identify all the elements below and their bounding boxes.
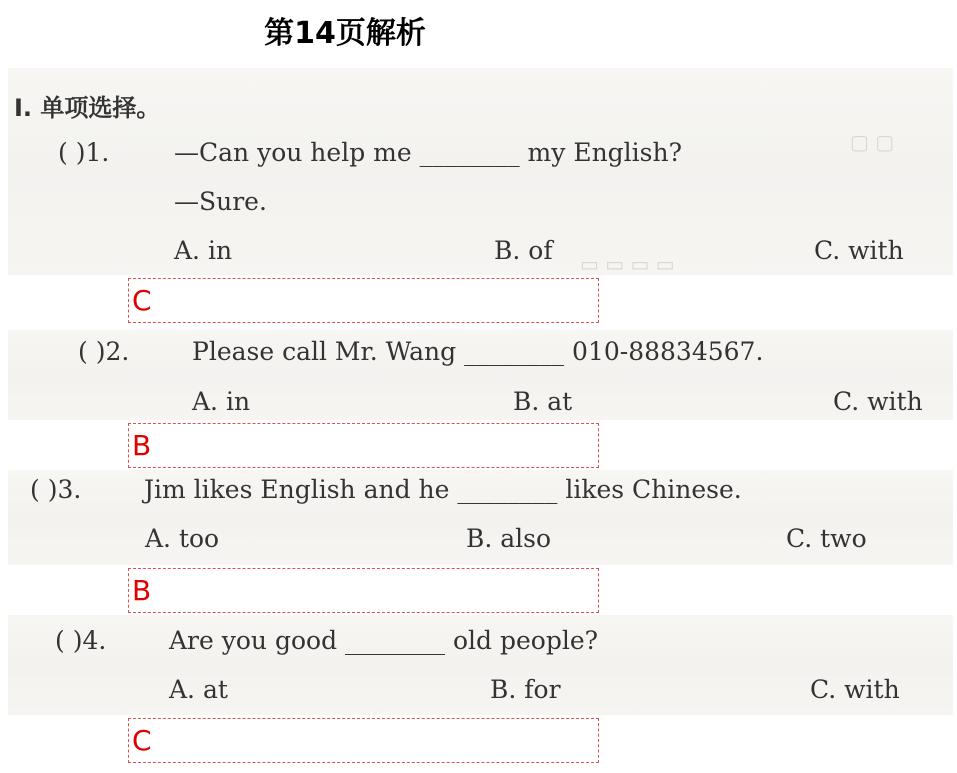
question-number: ( )1. — [58, 138, 110, 167]
option-c: C. two — [786, 524, 867, 553]
option-c: C. with — [810, 675, 900, 704]
question-number: ( )2. — [78, 337, 130, 366]
option-b: B. at — [513, 387, 573, 416]
question-reply: —Sure. — [174, 187, 267, 216]
option-c: C. with — [814, 236, 904, 265]
question-stem: Please call Mr. Wang ________ 010-88834567. — [192, 337, 764, 366]
option-c: C. with — [833, 387, 923, 416]
bleed-through-mark: ▢ ▢ — [850, 130, 895, 154]
question-stem: Jim likes English and he ________ likes Chinese. — [144, 475, 742, 504]
option-a: A. in — [174, 236, 233, 265]
answer-box-3: B — [128, 568, 599, 613]
question-number: ( )3. — [30, 475, 82, 504]
question-stem: Are you good ________ old people? — [169, 626, 599, 655]
option-b: B. of — [494, 236, 553, 265]
page-title: 第14页解析 — [264, 16, 426, 51]
answer-box-1: C — [128, 278, 599, 323]
question-number: ( )4. — [55, 626, 107, 655]
option-b: B. also — [466, 524, 552, 553]
option-a: A. in — [192, 387, 251, 416]
option-b: B. for — [490, 675, 561, 704]
bleed-through-mark: ▭ ▭ ▭ ▭ — [580, 252, 675, 276]
question-stem: —Can you help me ________ my English? — [174, 138, 682, 167]
option-a: A. at — [169, 675, 228, 704]
answer-box-2: B — [128, 423, 599, 468]
answer-box-4: C — [128, 718, 599, 763]
section-heading: Ⅰ. 单项选择。 — [14, 94, 161, 122]
option-a: A. too — [145, 524, 220, 553]
